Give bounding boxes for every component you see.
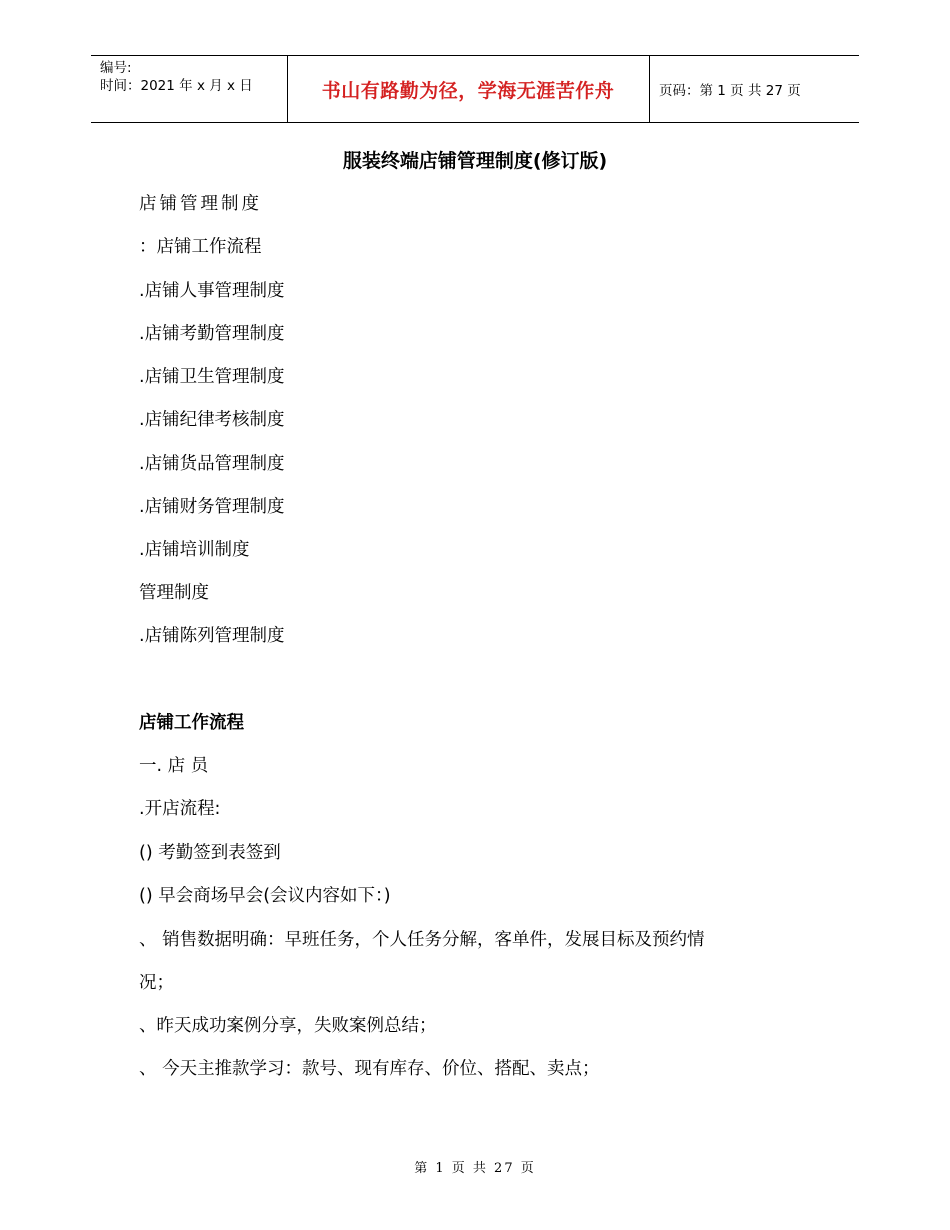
header-meta-cell [91,56,288,122]
section-heading: 店铺工作流程 [139,713,244,733]
toc-item: .店铺陈列管理制度 [139,626,285,646]
header-page-cell [650,56,859,122]
toc-item: 管理制度 [139,583,209,603]
toc-item: .店铺财务管理制度 [139,497,285,517]
body-line: 况； [139,973,174,993]
body-line: 、 销售数据明确：早班任务，个人任务分解，客单件，发展目标及预约情 [139,930,705,950]
section-subheading: 一. 店 员 [139,756,209,776]
toc-item: .店铺考勤管理制度 [139,324,285,344]
toc-item: .店铺卫生管理制度 [139,367,285,387]
body-line: () 早会商场早会(会议内容如下：) [139,886,391,906]
header-motto: 书山有路勤为径，学海无涯苦作舟 [321,79,615,102]
page-header [91,55,859,123]
toc-item: .店铺培训制度 [139,540,250,560]
document-time-label: 时间：2021 年 x 月 x 日 [100,78,253,94]
toc-item: .店铺货品管理制度 [139,454,285,474]
header-motto-cell [287,56,650,122]
body-line: 、昨天成功案例分享，失败案例总结； [139,1016,437,1036]
toc-heading: 店铺管理制度 [139,194,262,214]
header-page-info: 页码：第 1 页 共 27 页 [659,83,801,99]
document-number-label: 编号: [100,60,132,76]
page-footer: 第 1 页 共 27 页 [414,1161,536,1176]
body-line: () 考勤签到表签到 [139,843,281,863]
body-line: .开店流程: [139,799,221,819]
document-title: 服装终端店铺管理制度(修订版) [342,150,608,172]
body-line: 、 今天主推款学习：款号、现有库存、价位、搭配、卖点； [139,1059,600,1079]
toc-item: ：店铺工作流程 [139,237,262,257]
toc-item: .店铺人事管理制度 [139,281,285,301]
toc-item: .店铺纪律考核制度 [139,410,285,430]
